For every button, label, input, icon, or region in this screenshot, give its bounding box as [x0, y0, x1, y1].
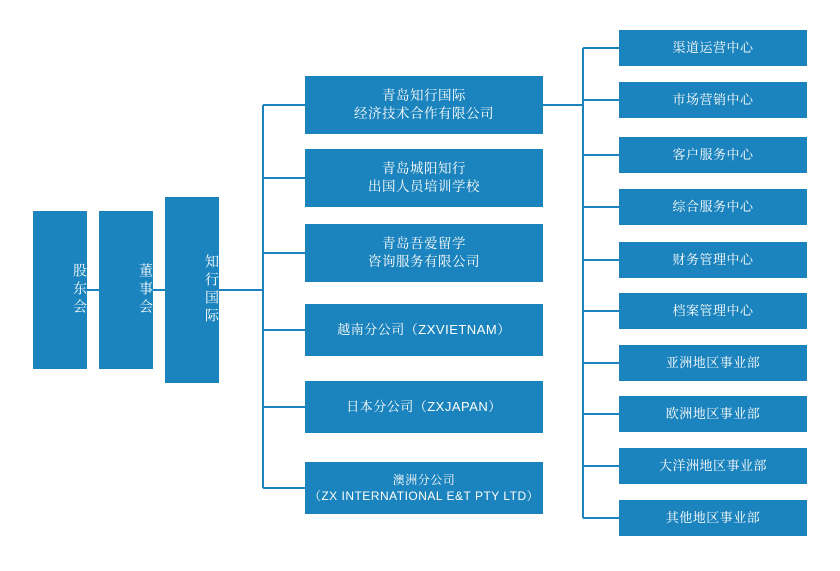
node-zhixing-international-label: 知行国际: [204, 254, 220, 326]
node-department-7-label: 亚洲地区事业部: [665, 355, 761, 371]
node-department-9-label: 大洋洲地区事业部: [658, 458, 767, 474]
node-department-6-label: 档案管理中心: [672, 303, 754, 319]
node-zhixing-international[interactable]: [165, 197, 219, 383]
node-subsidiary-2-label: 青岛城阳知行 出国人员培训学校: [368, 160, 480, 194]
node-department-3-label: 客户服务中心: [672, 147, 754, 163]
node-subsidiary-2[interactable]: [305, 149, 543, 207]
node-department-10-label: 其他地区事业部: [665, 510, 761, 526]
node-department-5-label: 财务管理中心: [672, 252, 754, 268]
node-subsidiary-5[interactable]: [305, 381, 543, 433]
node-board[interactable]: [99, 211, 153, 369]
node-department-1-label: 渠道运营中心: [672, 40, 754, 56]
node-department-4-label: 综合服务中心: [672, 199, 754, 215]
node-subsidiary-5-label: 日本分公司（ZXJAPAN）: [346, 399, 502, 415]
node-subsidiary-1[interactable]: [305, 76, 543, 134]
node-department-8[interactable]: [619, 396, 807, 432]
node-department-10[interactable]: [619, 500, 807, 536]
node-board-label: 董事会: [138, 263, 154, 317]
node-department-4[interactable]: [619, 189, 807, 225]
node-shareholders-label: 股东会: [72, 263, 88, 317]
node-department-6[interactable]: [619, 293, 807, 329]
node-shareholders[interactable]: [33, 211, 87, 369]
node-subsidiary-3-label: 青岛吾爱留学 咨询服务有限公司: [368, 235, 480, 269]
node-subsidiary-1-label: 青岛知行国际 经济技术合作有限公司: [354, 87, 494, 121]
node-department-9[interactable]: [619, 448, 807, 484]
node-department-1[interactable]: [619, 30, 807, 66]
node-department-5[interactable]: [619, 242, 807, 278]
node-subsidiary-4-label: 越南分公司（ZXVIETNAM）: [337, 322, 511, 338]
node-department-3[interactable]: [619, 137, 807, 173]
node-department-2[interactable]: [619, 82, 807, 118]
node-department-2-label: 市场营销中心: [672, 92, 754, 108]
node-subsidiary-4[interactable]: [305, 304, 543, 356]
node-subsidiary-6[interactable]: [305, 462, 543, 514]
node-department-7[interactable]: [619, 345, 807, 381]
node-department-8-label: 欧洲地区事业部: [665, 406, 761, 422]
node-subsidiary-3[interactable]: [305, 224, 543, 282]
node-subsidiary-6-label: 澳洲分公司 （ZX INTERNATIONAL E&T PTY LTD）: [308, 472, 540, 503]
